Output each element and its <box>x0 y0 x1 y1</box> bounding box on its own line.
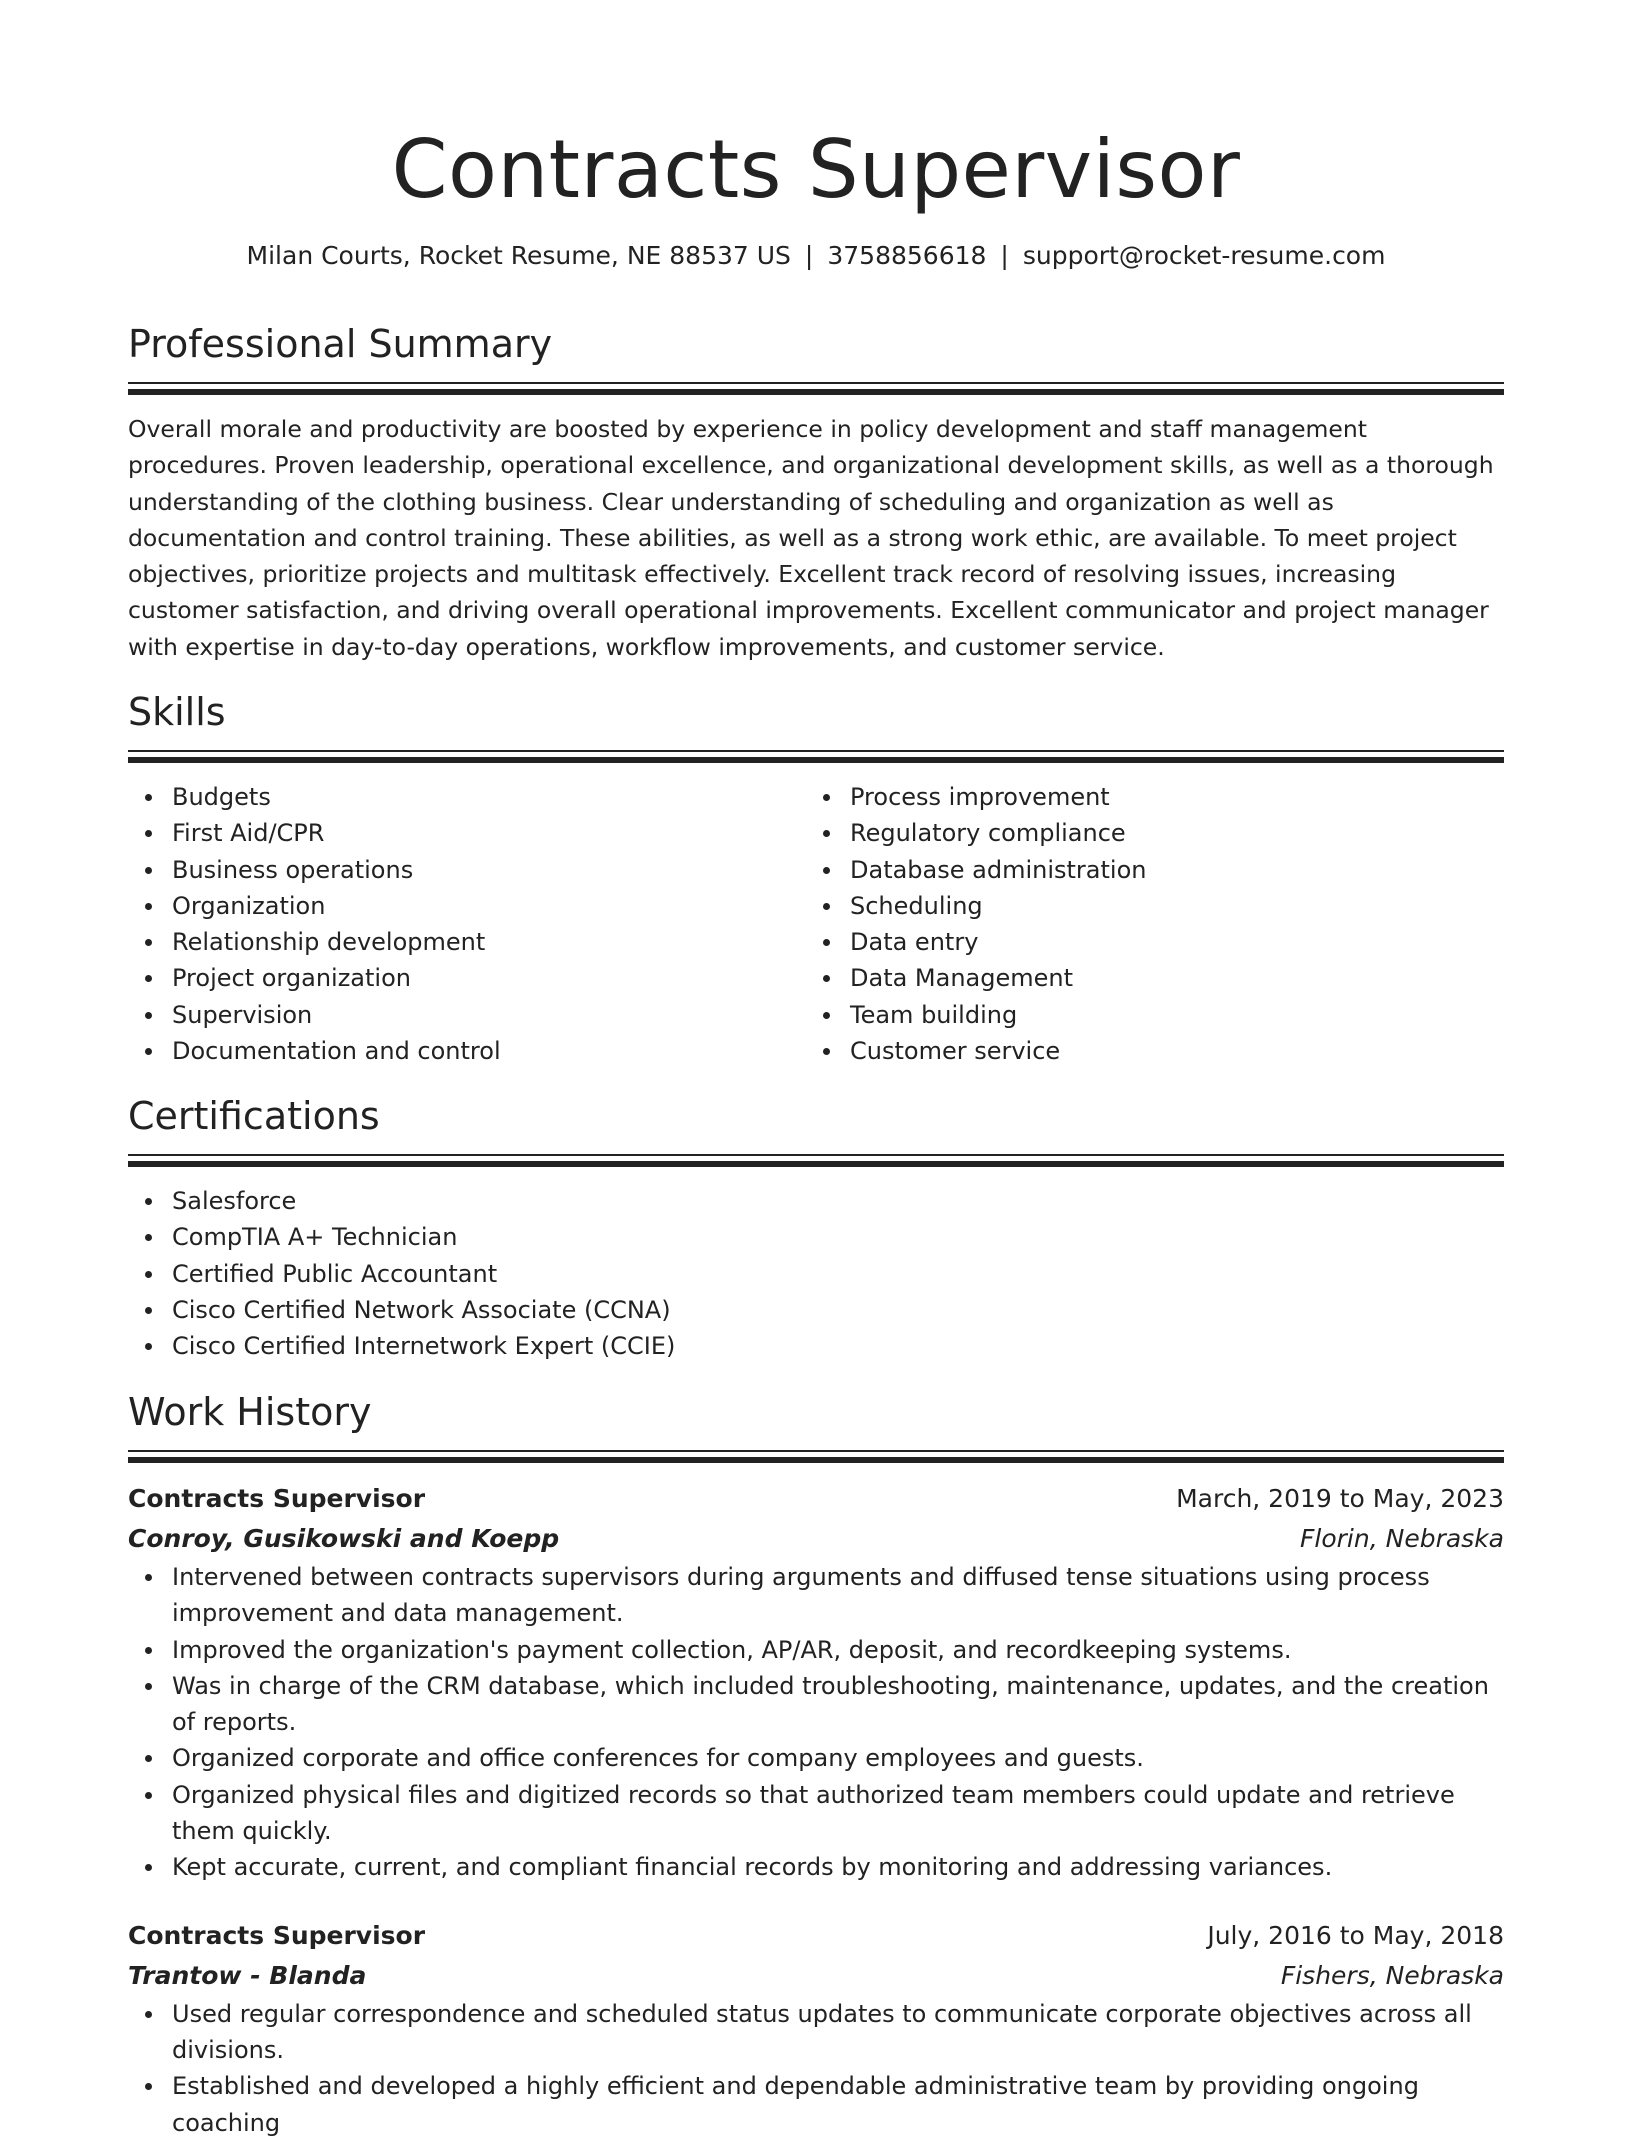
certification-item: Cisco Certified Internetwork Expert (CCIE) <box>172 1328 1504 1364</box>
skills-section <box>128 686 1504 1069</box>
certification-item: Salesforce <box>172 1183 1504 1219</box>
skill-item: Regulatory compliance <box>850 815 1484 851</box>
job-location: Florin, Nebraska <box>1300 1524 1504 1553</box>
job-location: Fishers, Nebraska <box>1280 1960 1504 1990</box>
section-divider <box>128 1154 1504 1156</box>
certification-item: Certified Public Accountant <box>172 1256 1504 1292</box>
skill-item: Database administration <box>850 852 1484 888</box>
job-duty-item: Was in charge of the CRM database, which included troubleshooting, maintenance, updates, and the creation of reports. <box>172 1668 1504 1741</box>
job-duty-item: Organized corporate and office conferences for company employees and guests. <box>172 1740 1504 1776</box>
job-subheader <box>128 1956 1504 1996</box>
skill-item: Customer service <box>850 1033 1484 1069</box>
section-heading: Work History <box>128 1390 372 1434</box>
skill-item: Supervision <box>172 997 806 1033</box>
job-duty-item: Kept accurate, current, and compliant financial records by monitoring and addressing variances. <box>172 1849 1504 1885</box>
section-heading: Certifications <box>128 1094 380 1138</box>
summary-text: Overall morale and productivity are boosted by experience in policy development and staff management procedures. Proven leadership, operational excellence, and organizational development skills, as well as a thorough understanding of the clothing business. Clear understanding of scheduling and organization as well as documentation and control training. These abilities, as well as a strong work ethic, are available. To meet project objectives, prioritize projects and multitask effectively. Excellent track record of resolving issues, increasing customer satisfaction, and driving overall operational improvements. Excellent communicator and project manager with expertise in day-to-day operations, workflow improvements, and customer service. <box>128 415 1494 661</box>
skill-item: Scheduling <box>850 888 1484 924</box>
skill-item: Data entry <box>850 924 1484 960</box>
section-divider-thick <box>128 757 1504 763</box>
job-entry <box>128 1479 1504 1886</box>
work-history-section <box>128 1386 1504 2141</box>
skill-item: Documentation and control <box>172 1033 806 1069</box>
summary-section <box>128 318 1504 665</box>
section-divider <box>128 1450 1504 1452</box>
skills-grid <box>128 779 1504 1069</box>
skill-item: Budgets <box>172 779 806 815</box>
skill-item: Data Management <box>850 960 1484 996</box>
section-divider <box>128 382 1504 384</box>
job-company: Conroy, Gusikowski and Koepp <box>128 1524 560 1553</box>
contact-phone: 3758856618 <box>827 241 987 270</box>
job-title: Contracts Supervisor <box>128 1920 426 1950</box>
contact-email: support@rocket-resume.com <box>1022 241 1386 270</box>
job-duty-item: Established and developed a highly efficient and dependable administrative team by providing ongoing coaching <box>172 2068 1504 2141</box>
job-subheader <box>128 1519 1504 1559</box>
contact-separator: | <box>1000 241 1009 270</box>
job-company: Trantow - Blanda <box>128 1960 367 1990</box>
contact-separator: | <box>804 241 814 270</box>
skill-item: Project organization <box>172 960 806 996</box>
section-heading: Professional Summary <box>128 322 553 366</box>
contact-line <box>128 238 1504 274</box>
skill-item: Organization <box>172 888 806 924</box>
skills-column-right <box>806 779 1484 1069</box>
certification-item: Cisco Certified Network Associate (CCNA) <box>172 1292 1504 1328</box>
skill-item: Team building <box>850 997 1484 1033</box>
job-entry <box>128 1916 1504 2141</box>
contact-address: Milan Courts, Rocket Resume, NE 88537 US <box>246 241 791 270</box>
section-heading: Skills <box>128 690 226 734</box>
section-divider-thick <box>128 1457 1504 1463</box>
job-duty-item: Organized physical files and digitized records so that authorized team members could update and retrieve them quickly. <box>172 1777 1504 1850</box>
job-dates: July, 2016 to May, 2018 <box>1207 1920 1504 1950</box>
job-duty-item: Intervened between contracts supervisors during arguments and diffused tense situations using process improvement and data management. <box>172 1559 1504 1632</box>
certifications-section <box>128 1090 1504 1364</box>
skills-column-left <box>128 779 806 1069</box>
skill-item: Business operations <box>172 852 806 888</box>
section-divider-thick <box>128 389 1504 395</box>
certifications-list <box>128 1183 1504 1364</box>
job-duty-item: Used regular correspondence and scheduled status updates to communicate corporate objectives across all divisions. <box>172 1996 1504 2069</box>
job-duty-item: Improved the organization's payment collection, AP/AR, deposit, and recordkeeping systems. <box>172 1632 1504 1668</box>
job-header <box>128 1916 1504 1956</box>
job-title: Contracts Supervisor <box>128 1484 426 1513</box>
job-header <box>128 1479 1504 1519</box>
certification-item: CompTIA A+ Technician <box>172 1219 1504 1255</box>
job-dates: March, 2019 to May, 2023 <box>1176 1484 1504 1513</box>
job-duties-list <box>128 1559 1504 1886</box>
skill-item: First Aid/CPR <box>172 815 806 851</box>
skill-item: Relationship development <box>172 924 806 960</box>
resume-title: Contracts Supervisor <box>391 123 1241 216</box>
skill-item: Process improvement <box>850 779 1484 815</box>
section-divider <box>128 750 1504 752</box>
job-duties-list <box>128 1996 1504 2141</box>
section-divider-thick <box>128 1161 1504 1167</box>
